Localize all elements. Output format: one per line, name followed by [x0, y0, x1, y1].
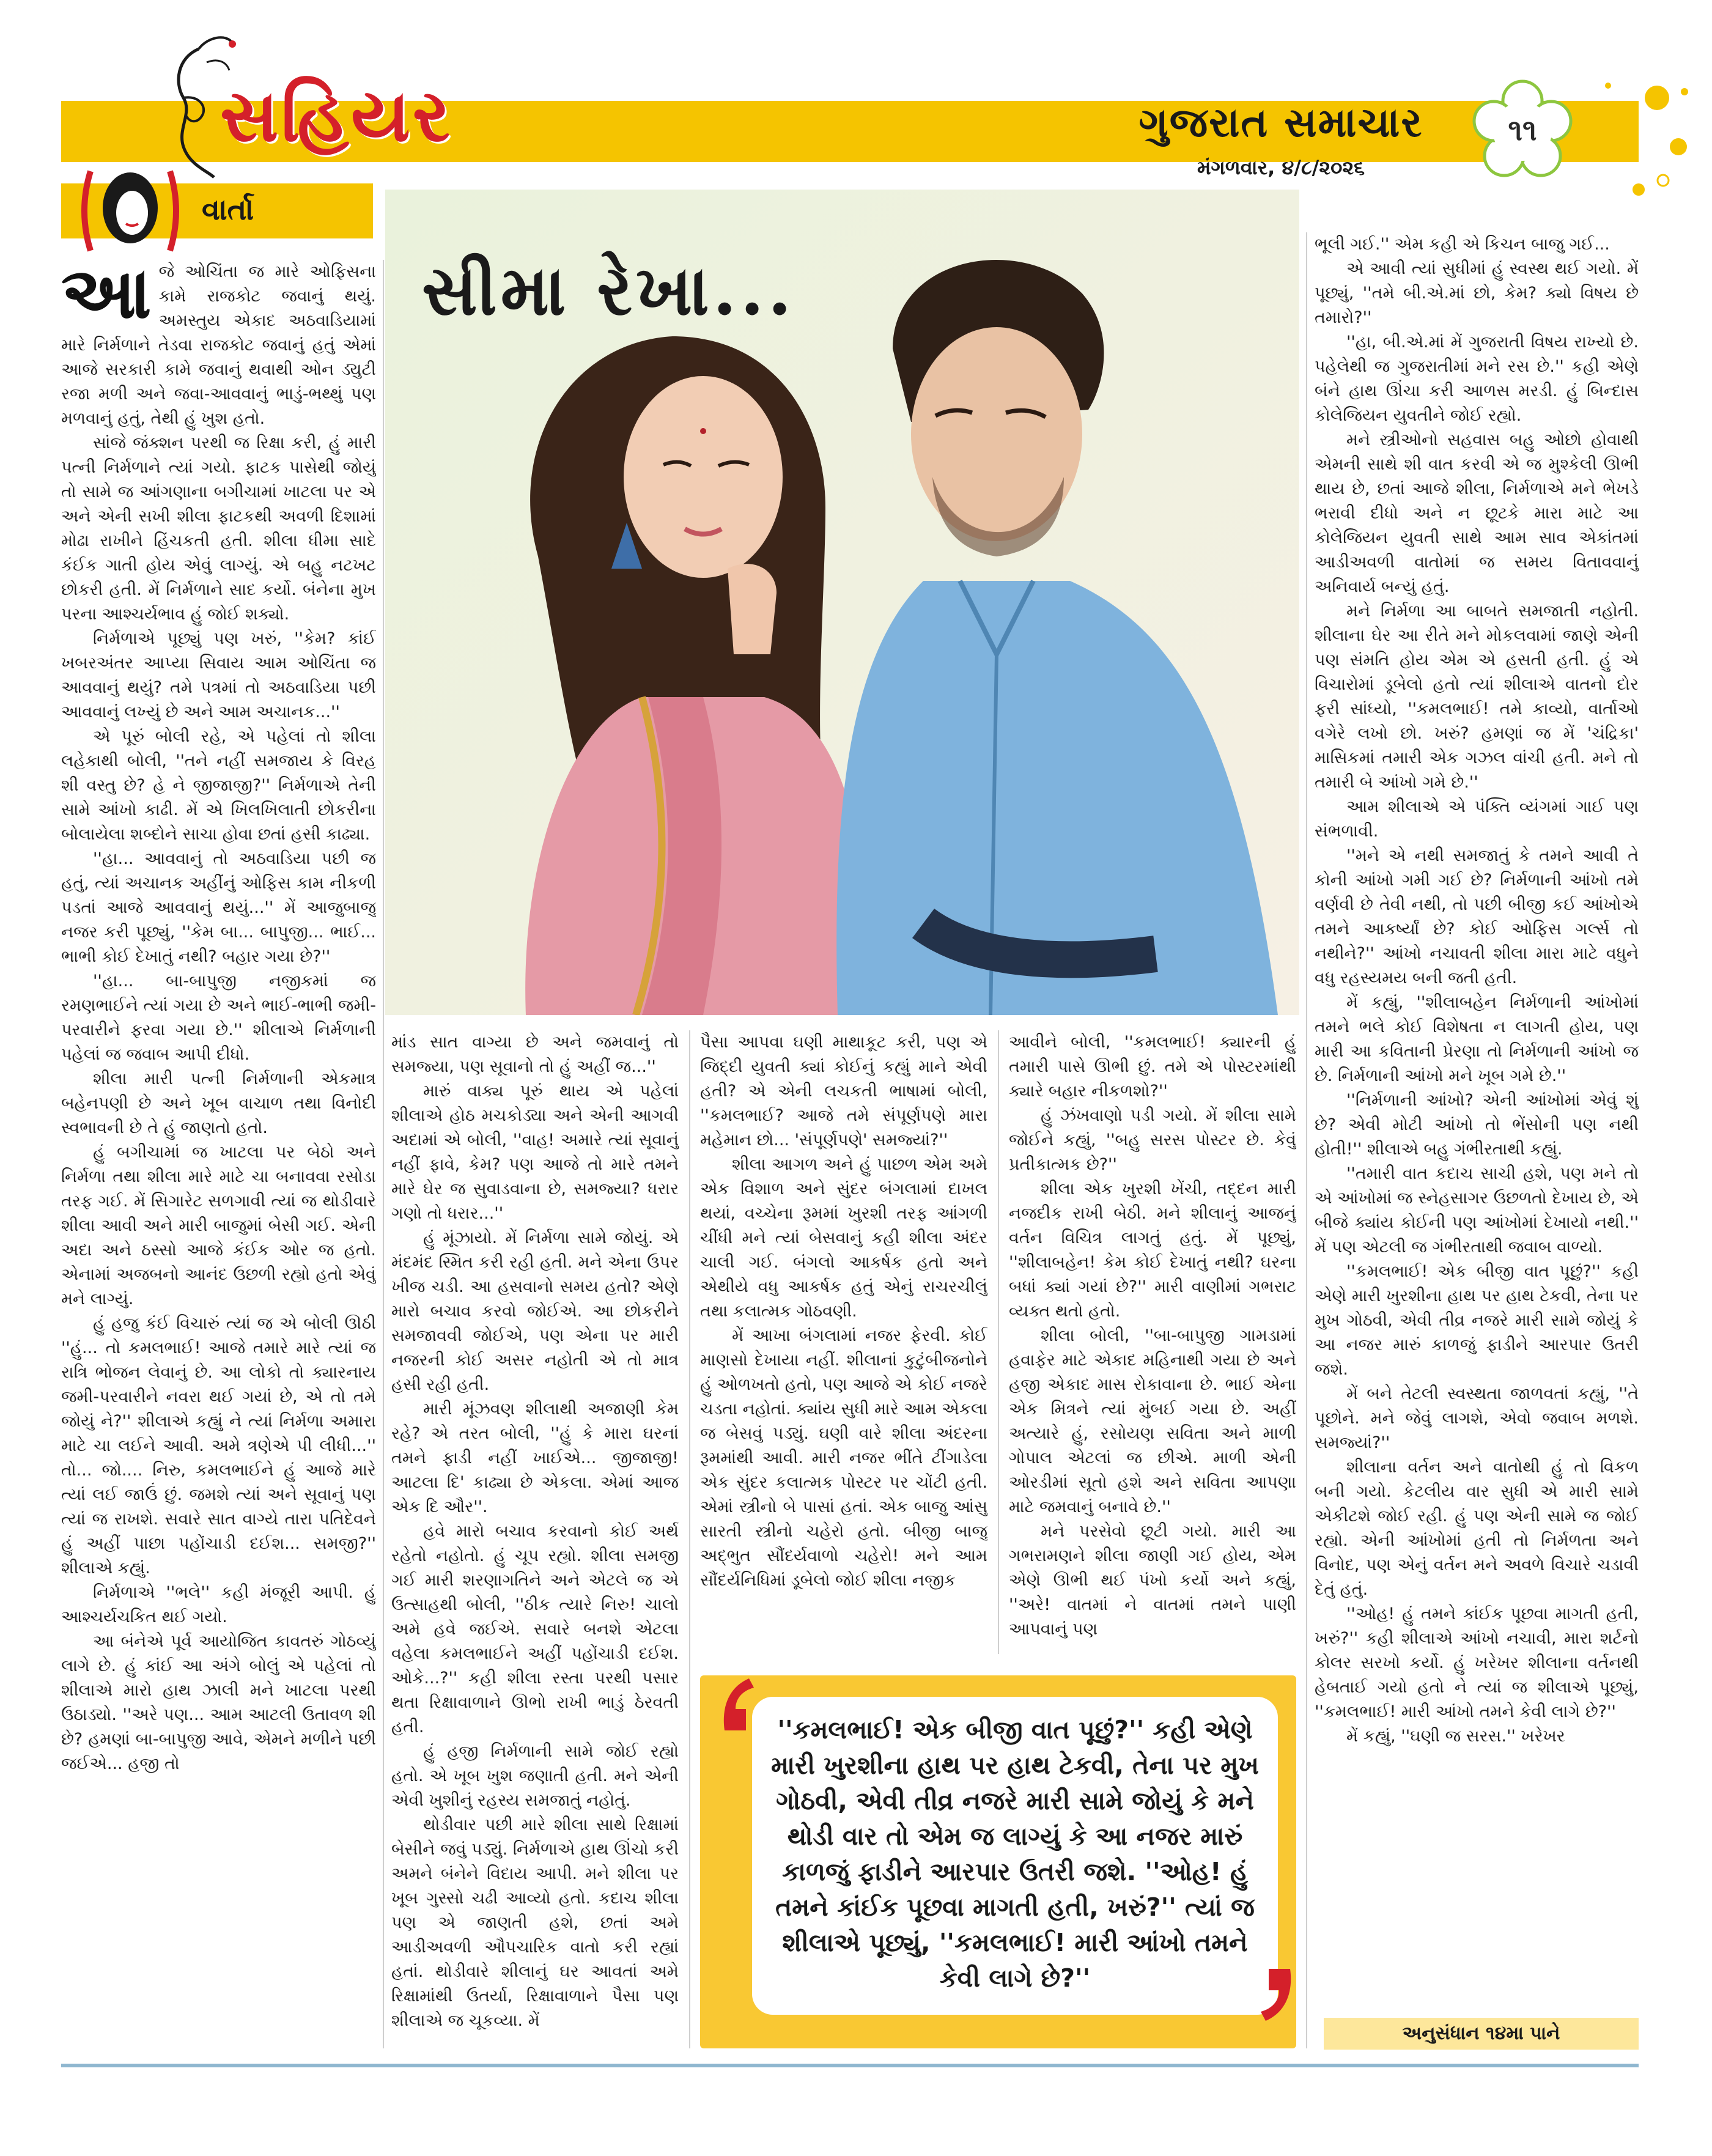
drop-cap: આ: [61, 260, 152, 334]
paragraph: સાંજે જંક્શન પરથી જ રિક્ષા કરી, હું મારી પત્ની નિર્મળાને ત્યાં ગયો. ફાટક પાસેથી જોયું તો સામે જ આંગણાના બગીચામાં ખાટલા પર એ અને એની સખી શીલા ફાટકથી અવળી દિશામાં મોઢા રાખીને હિંચકતી હતી. શીલા ધીમા સાદે કંઈક ગાતી હોય એવું લાગ્યું. એ બહુ નટખટ છોકરી હતી. મેં નિર્મળાને સાદ કર્યો. બંનેના મુખ પરના આશ્ચર્યભાવ હું જોઈ શક્યો.: [61, 434, 376, 624]
article-column-5: [1315, 232, 1639, 2012]
paragraph: હું હજુ કંઈ વિચારું ત્યાં જ એ બોલી ઊઠી ''હું... તો કમલભાઈ! આજે તમારે મારે ત્યાં જ રાત્રિ ભોજન લેવાનું છે. આ લોકો તો ક્યારનાય જમી-પરવારીને નવરા થઈ ગયાં છે, એ તો તમે જોયું ને?'' શીલાએ કહ્યું ને ત્યાં નિર્મળા અમારા માટે ચા લઈને આવી. અમે ત્રણેએ પી લીધી...'' તો... જો.... નિરુ, કમલભાઈને હું આજે મારે ત્યાં લઈ જાઉં છું. જમશે ત્યાં અને સૂવાનું પણ ત્યાં જ રાખશે. સવારે સાત વાગ્યે તારા પતિદેવને હું અહીં પાછા પહોંચાડી દઈશ... સમજી?'' શીલાએ કહ્યું.: [61, 1314, 376, 1578]
paragraph: નિર્મળાએ ''ભલે'' કહી મંજૂરી આપી. હું આશ્ચર્યચકિત થઈ ગયો.: [61, 1583, 376, 1626]
paragraph: આ બંનેએ પૂર્વ આયોજિત કાવતરું ગોઠવ્યું લાગે છે. હું કાંઈ આ અંગે બોલું એ પહેલાં તો શીલાએ મારો હાથ ઝાલી મને ખાટલા પરથી ઉઠાડ્યો. ''અરે પણ... આમ આટલી ઉતાવળ શી છે? હમણાં બા-બાપુજી આવે, એમને મળીને પછી જઈએ... હજી તો: [61, 1632, 376, 1773]
paragraph: હું હજી નિર્મળાની સામે જોઈ રહ્યો હતો. એ ખૂબ ખુશ જણાતી હતી. મને એની એવી ખુશીનું રહસ્ય સમજાતું નહોતું.: [391, 1742, 679, 1810]
quote-close-icon: [1241, 1947, 1302, 2027]
section-portrait-icon: [72, 165, 188, 257]
paragraph: એ પૂરું બોલી રહે, એ પહેલાં તો શીલા લહેકાથી બોલી, ''તને નહીં સમજાય કે વિરહ શી વસ્તુ છે? હે ને જીજાજી?'' નિર્મળાએ તેની સામે આંખો કાઢી. મેં એ ખિલખિલાતી છોકરીના બોલાયેલા શબ્દોને સાચા હોવા છતાં હસી કાઢ્યા.: [61, 727, 376, 844]
paragraph: હું બગીચામાં જ ખાટલા પર બેઠો અને નિર્મળા તથા શીલા મારે માટે ચા બનાવવા રસોડા તરફ ગઈ. મેં સિગારેટ સળગાવી ત્યાં જ થોડીવારે શીલા આવી અને મારી બાજુમાં બેસી ગઈ. એની અદા અને ઠસ્સો આજે કંઈક ઓર જ હતો. એનામાં અજબનો આનંદ ઉછળી રહ્યો હતો એવું મને લાગ્યું.: [61, 1143, 376, 1309]
story-title: સીમા રેખા...: [422, 251, 795, 331]
article-column-1: [61, 260, 376, 2048]
article-column-2: [391, 1030, 679, 2048]
paragraph: હું મૂંઝાયો. મેં નિર્મળા સામે જોયું. એ મંદમંદ સ્મિત કરી રહી હતી. મને એના ઉપર ખીજ ચડી. આ હસવાનો સમય હતો? એણે મારો બચાવ કરવો જોઈએ. આ છોકરીને સમજાવવી જોઈએ, પણ એના પર મારી નજરની કોઈ અસર નહોતી એ તો માત્ર હસી રહી હતી.: [391, 1228, 679, 1394]
paragraph: ભૂલી ગઈ.'' એમ કહી એ કિચન બાજુ ગઈ...: [1315, 235, 1610, 254]
column-divider: [1306, 232, 1307, 2048]
paragraph: શીલા મારી પત્ની નિર્મળાની એકમાત્ર બહેનપણી છે અને ખૂબ વાચાળ તથા વિનોદી સ્વભાવની છે તે હું જાણતો હતો.: [61, 1069, 376, 1137]
paragraph: માંડ સાત વાગ્યા છે અને જમવાનું તો સમજ્યા, પણ સૂવાનો તો હું અહીં જ...'': [391, 1033, 679, 1076]
paragraph: મારી મૂંઝવણ શીલાથી અજાણી કેમ રહે? એ તરત બોલી, ''હું કે મારા ઘરનાં તમને ફાડી નહીં ખાઈએ... જીજાજી! આટલા દિ' કાઢ્યા છે એકલા. એમાં આજ એક દિ ઔર''.: [391, 1400, 679, 1516]
pull-quote-text: ''કમલભાઈ! એક બીજી વાત પૂછું?'' કહી એણે મારી ખુરશીના હાથ પર હાથ ટેકવી, તેના પર મુખ ગોઠવી, એવી તીવ્ર નજરે મારી સામે જોયું કે મને થોડી વાર તો એમ જ લાગ્યું કે આ નજર મારું કાળજું ફાડીને આરપાર ઉતરી જશે. ''ઓહ! હું તમને કાંઈક પૂછવા માગતી હતી, ખરું?'' ત્યાં જ શીલાએ પૂછ્યું, ''કમલભાઈ! મારી આંખો તમને કેવી લાગે છે?'': [771, 1715, 1259, 1993]
column-divider: [689, 1030, 690, 2048]
issue-date: મંગળવાર, ૪/૮/૨૦૨૬: [1197, 156, 1365, 179]
paragraph: શીલાના વર્તન અને વાતોથી હું તો વિકળ બની ગયો. કેટલીય વાર સુધી એ મારી સામે એકીટશે જોઈ રહી. હું પણ એની સામે જ જોઈ રહ્યો. એની આંખોમાં હતી તો નિર્મળતા અને વિનોદ, પણ એનું વર્તન મને અવળે વિચારે ચડાવી દેતું હતું.: [1315, 1458, 1639, 1599]
paragraph: થોડીવાર પછી મારે શીલા સાથે રિક્ષામાં બેસીને જવું પડ્યું. નિર્મળાએ હાથ ઊંચો કરી અમને બંનેને વિદાય આપી. મને શીલા પર ખૂબ ગુસ્સો ચઢી આવ્યો હતો. કદાચ શીલા પણ એ જાણતી હશે, છતાં અમે આડીઅવળી ઔપચારિક વાતો કરી રહ્યાં હતાં. થોડીવારે શીલાનું ઘર આવતાં અમે રિક્ષામાંથી ઉતર્યા, રિક્ષાવાળાને પૈસા પણ શીલાએ જ ચૂકવ્યા. મેં: [391, 1815, 679, 2030]
article-column-3: [700, 1030, 987, 1654]
paragraph: શીલા એક ખુરશી ખેંચી, તદ્દન મારી નજદીક રાખી બેઠી. મને શીલાનું આજનું વર્તન વિચિત્ર લાગતું હતું. મેં પૂછ્યું, ''શીલાબહેન! કેમ કોઈ દેખાતું નથી? ઘરના બધાં ક્યાં ગયાં છે?'' મારી વાણીમાં ગભરાટ વ્યક્ત થતો હતો.: [1009, 1180, 1296, 1321]
paragraph: ''તમારી વાત કદાચ સાચી હશે, પણ મને તો એ આંખોમાં જ સ્નેહસાગર ઉછળતો દેખાય છે, એ બીજે ક્યાંય કોઈની પણ આંખોમાં દેખાયો નથી.'' મેં પણ એટલી જ ગંભીરતાથી જવાબ વાળ્યો.: [1315, 1164, 1639, 1257]
paragraph: હવે મારો બચાવ કરવાનો કોઈ અર્થ રહેતો નહોતો. હું ચૂપ રહ્યો. શીલા સમજી ગઈ મારી શરણાગતિને અને એટલે જ એ ઉત્સાહથી બોલી, ''ઠીક ત્યારે નિરુ! ચાલો અમે હવે જઈએ. સવારે બનશે એટલા વહેલા કમલભાઈને અહીં પહોંચાડી દઈશ. ઓકે...?'' કહી શીલા રસ્તા પરથી પસાર થતા રિક્ષાવાળાને ઊભો રાખી ભાડું ઠેરવતી હતી.: [391, 1522, 679, 1737]
decorative-dots: [1565, 73, 1694, 208]
paragraph: આમ શીલાએ એ પંક્તિ વ્યંગમાં ગાઈ પણ સંભળાવી.: [1315, 797, 1639, 841]
paragraph: જે ઓચિંતા જ મારે ઓફિસના કામે રાજકોટ જવાનું થયું. અમસ્તુય એકાદ અઠવાડિયામાં મારે નિર્મળાને તેડવા રાજકોટ જવાનું હતું એમાં આજે સરકારી કામે જવાનું થવાથી ઓન ડ્યુટી રજા મળી અને જવા-આવવાનું ભાડું-ભથ્થું પણ મળવાનું હતું, તેથી હું ખુશ હતો.: [61, 262, 376, 428]
bottom-rule: [61, 2064, 1639, 2067]
column-divider: [383, 260, 384, 2048]
paragraph: ''મને એ નથી સમજાતું કે તમને આવી તે કોની આંખો ગમી ગઈ છે? નિર્મળાની આંખો તમે વર્ણવી છે તેવી નથી, તો પછી બીજી કઈ આંખોએ તમને આકર્ષ્યાં છે? કોઈ ઓફિસ ગર્લ્સ તો નથીને?'' આંખો નચાવતી શીલા મારા માટે વધુને વધુ રહસ્યમય બની જતી હતી.: [1315, 846, 1639, 988]
paragraph: ''હા... આવવાનું તો અઠવાડિયા પછી જ હતું, ત્યાં અચાનક અહીંનું ઓફિસ કામ નીકળી પડતાં આજે આવવાનું થયું...'' મેં આજુબાજુ નજર કરી પૂછ્યું, ''કેમ બા... બાપુજી... ભાઈ... ભાભી કોઈ દેખાતું નથી? બહાર ગયા છે?'': [61, 849, 376, 966]
quote-open-icon: [712, 1672, 773, 1752]
paragraph: મેં કહ્યું, ''શીલાબહેન નિર્મળાની આંખોમાં તમને ભલે કોઈ વિશેષતા ન લાગતી હોય, પણ મારી આ કવિતાની પ્રેરણા તો નિર્મળાની આંખો જ છે. નિર્મળાની આંખો મને ખૂબ ગમે છે.'': [1315, 993, 1639, 1085]
paragraph: નિર્મળાએ પૂછ્યું પણ ખરું, ''કેમ? કાંઈ ખબરઅંતર આપ્યા સિવાય આમ ઓચિંતા જ આવવાનું થયું? તમે પત્રમાં તો અઠવાડિયા પછી આવવાનું લખ્યું છે અને આમ અચાનક...'': [61, 629, 376, 722]
paragraph: આવીને બોલી, ''કમલભાઈ! ક્યારની હું તમારી પાસે ઊભી છું. તમે એ પોસ્ટરમાંથી ક્યારે બહાર નીકળશો?'': [1009, 1033, 1296, 1101]
paragraph: શીલા આગળ અને હું પાછળ એમ અમે એક વિશાળ અને સુંદર બંગલામાં દાખલ થયાં, વચ્ચેના રૂમમાં ખુરશી તરફ આંગળી ચીંધી મને ત્યાં બેસવાનું કહી શીલા અંદર ચાલી ગઈ. બંગલો આકર્ષક હતો અને એથીયે વધુ આકર્ષક હતું એનું રાચરચીલું તથા કલાત્મક ગોઠવણી.: [700, 1155, 987, 1321]
paragraph: મને નિર્મળા આ બાબતે સમજાતી નહોતી. શીલાના ઘેર આ રીતે મને મોકલવામાં જાણે એની પણ સંમતિ હોય એમ એ હસતી હતી. હું એ વિચારોમાં ડૂબેલો હતો ત્યાં શીલાએ વાતનો દોર ફરી સાંધ્યો, ''કમલભાઈ! તમે કાવ્યો, વાર્તાઓ વગેરે લખો છો. ખરું? હમણાં જ મેં 'ચંદ્રિકા' માસિકમાં તમારી એક ગઝલ વાંચી હતી. મને તો તમારી બે આંખો ગમે છે.'': [1315, 602, 1639, 792]
paragraph: મને પરસેવો છૂટી ગયો. મારી આ ગભરામણને શીલા જાણી ગઈ હોય, એમ એણે ઊભી થઈ પંખો કર્યો અને કહ્યું, ''અરે! વાતમાં ને વાતમાં તમને પાણી આપવાનું પણ: [1009, 1522, 1296, 1639]
paragraph: ''હા... બા-બાપુજી નજીકમાં જ રમણભાઈને ત્યાં ગયા છે અને ભાઈ-ભાભી જમી-પરવારીને ફરવા ગયા છે.'' શીલાએ નિર્મળાની પહેલાં જ જવાબ આપી દીધો.: [61, 972, 376, 1064]
section-label: વાર્તા: [202, 193, 254, 227]
continued-on-page-label: અનુસંધાન ૧૪મા પાને: [1402, 2023, 1560, 2044]
column-divider: [998, 1030, 999, 1654]
newspaper-name: ગુજરાત સમાચાર: [1138, 99, 1423, 146]
paragraph: એ આવી ત્યાં સુધીમાં હું સ્વસ્થ થઈ ગયો. મેં પૂછ્યું, ''તમે બી.એ.માં છો, કેમ? ક્યો વિષય છે તમારો?'': [1315, 259, 1639, 327]
paragraph: મેં બને તેટલી સ્વસ્થતા જાળવતાં કહ્યું, ''તે પૂછોને. મને જેવું લાગશે, એવો જવાબ મળશે. સમજ્યાં?'': [1315, 1384, 1639, 1452]
paragraph: ''કમલભાઈ! એક બીજી વાત પૂછું?'' કહી એણે મારી ખુરશીના હાથ પર હાથ ટેકવી, તેના પર મુખ ગોઠવી, એવી તીવ્ર નજરે મારી સામે જોયું કે આ નજર મારું કાળજું ફાડીને આરપાર ઉતરી જશે.: [1315, 1262, 1639, 1379]
article-column-4: [1009, 1030, 1296, 1654]
paragraph: મેં કહ્યું, ''ઘણી જ સરસ.'' ખરેખર: [1346, 1727, 1565, 1746]
paragraph: મારું વાક્ય પૂરું થાય એ પહેલાં શીલાએ હોઠ મચકોડ્યા અને એની આગવી અદામાં એ બોલી, ''વાહ! અમારે ત્યાં સૂવાનું નહીં ફાવે, કેમ? પણ આજે તો મારે તમને મારે ઘેર જ સુવાડવાના છે, સમજ્યા? ધરાર ગણો તો ધરાર...'': [391, 1082, 679, 1223]
paragraph: ''નિર્મળાની આંખો? એની આંખોમાં એવું શું છે? એવી મોટી આંખો તો ભેંસોની પણ નથી હોતી!'' શીલાએ બહુ ગંભીરતાથી કહ્યું.: [1315, 1091, 1639, 1159]
paragraph: ''ઓહ! હું તમને કાંઈક પૂછવા માગતી હતી, ખરું?'' કહી શીલાએ આંખો નચાવી, મારા શર્ટનો કોલર સરખો કર્યો. હું ખરેખર શીલાના વર્તનથી હેબતાઈ ગયો હતો ને ત્યાં જ શીલાએ પૂછ્યું, ''કમલભાઈ! મારી આંખો તમને કેવી લાગે છે?'': [1315, 1604, 1639, 1721]
paragraph: હું ઝંખવાણો પડી ગયો. મેં શીલા સામે જોઈને કહ્યું, ''બહુ સરસ પોસ્ટર છે. કેવું પ્રતીકાત્મક છે?'': [1009, 1106, 1296, 1174]
page-number: ૧૧: [1508, 113, 1537, 147]
paragraph: શીલા બોલી, ''બા-બાપુજી ગામડામાં હવાફેર માટે એકાદ મહિનાથી ગયા છે અને હજી એકાદ માસ રોકાવાના છે. ભાઈ એના એક મિત્રને ત્યાં મુંબઈ ગયા છે. અહીં અત્યારે હું, રસોયણ સવિતા અને માળી ગોપાલ એટલાં જ છીએ. માળી એની ઓરડીમાં સૂતો હશે અને સવિતા આપણા માટે જમવાનું બનાવે છે.'': [1009, 1326, 1296, 1516]
paragraph: પૈસા આપવા ઘણી માથાકૂટ કરી, પણ એ જિદ્દી યુવતી ક્યાં કોઈનું કહ્યું માને એવી હતી? એ એની લચકતી ભાષામાં બોલી, ''કમલભાઈ? આજે તમે સંપૂર્ણપણે મારા મહેમાન છો... 'સંપૂર્ણપણે' સમજ્યાં?'': [700, 1033, 987, 1150]
paragraph: મને સ્ત્રીઓનો સહવાસ બહુ ઓછો હોવાથી એમની સાથે શી વાત કરવી એ જ મુશ્કેલી ઊભી થાય છે, છતાં આજે શીલા, નિર્મળાએ મને ભેખડે ભરાવી દીધો અને ન છૂટકે મારા માટે આ કોલેજિયન યુવતી સાથે આમ સાવ એકાંતમાં આડીઅવળી વાતોમાં જ સમય વિતાવવાનું અનિવાર્ય બન્યું હતું.: [1315, 430, 1639, 596]
brand-name: સહિયર: [220, 73, 452, 158]
paragraph: ''હા, બી.એ.માં મેં ગુજરાતી વિષય રાખ્યો છે. પહેલેથી જ ગુજરાતીમાં મને રસ છે.'' કહી એણે બંને હાથ ઊંચા કરી આળસ મરડી. હું બિન્દાસ કોલેજિયન યુવતીને જોઈ રહ્યો.: [1315, 333, 1639, 425]
paragraph: મેં આખા બંગલામાં નજર ફેરવી. કોઈ માણસો દેખાયા નહીં. શીલાનાં કુટુંબીજનોને હું ઓળખતો હતો, પણ આજે એ કોઈ નજરે ચડતા નહોતાં. ક્યાંય સુધી મારે આમ એકલા જ બેસવું પડ્યું. ઘણી વારે શીલા અંદરના રૂમમાંથી આવી. મારી નજર ભીંતે ટીંગાડેલા એક સુંદર કલાત્મક પોસ્ટર પર ચોંટી હતી. એમાં સ્ત્રીનો બે પાસાં હતાં. એક બાજુ આંસુ સારતી સ્ત્રીનો ચહેરો હતો. બીજી બાજુ અદ્ભુત સૌંદર્યવાળો ચહેરો! મને આમ સૌંદર્યનિધિમાં ડૂબેલો જોઈ શીલા નજીક: [700, 1326, 987, 1590]
